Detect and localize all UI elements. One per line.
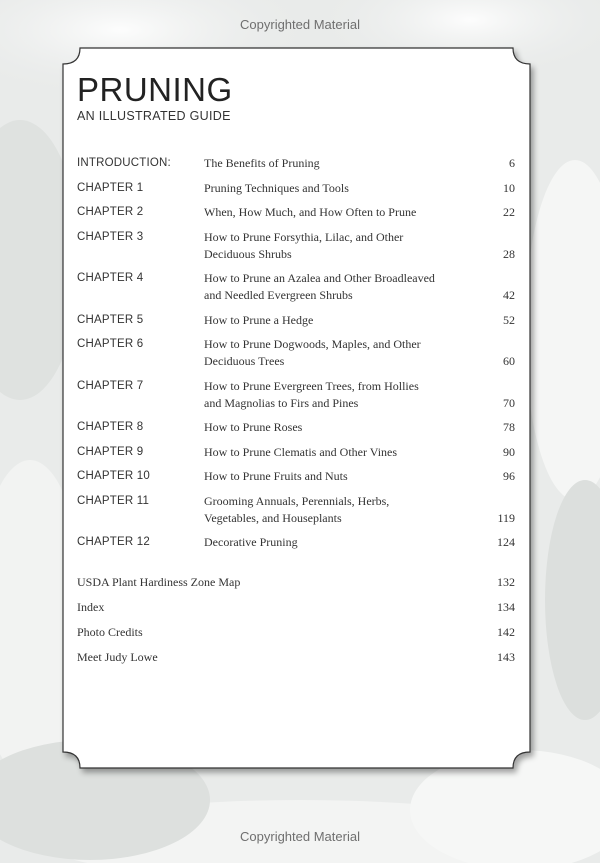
book-subtitle: AN ILLUSTRATED GUIDE xyxy=(77,109,231,123)
toc-page-number: 143 xyxy=(497,650,515,664)
toc-title: When, How Much, and How Often to Prune xyxy=(204,205,417,219)
toc-entry-chapter-3[interactable] xyxy=(77,229,517,263)
toc-title: Meet Judy Lowe xyxy=(77,650,158,664)
table-of-contents xyxy=(77,155,517,559)
toc-page-number: 124 xyxy=(497,535,515,549)
toc-entry-chapter-5[interactable] xyxy=(77,312,517,329)
toc-page-number: 132 xyxy=(497,575,515,589)
toc-entry-photo-credits[interactable] xyxy=(77,624,517,641)
toc-entry-chapter-1[interactable] xyxy=(77,180,517,197)
toc-label: INTRODUCTION: xyxy=(77,157,171,169)
toc-page-number: 142 xyxy=(497,625,515,639)
toc-title: Decorative Pruning xyxy=(204,535,298,549)
book-title: PRUNING xyxy=(77,71,233,108)
toc-page-number: 96 xyxy=(503,469,515,483)
toc-label: CHAPTER 1 xyxy=(77,181,144,194)
toc-label: CHAPTER 7 xyxy=(77,379,144,392)
toc-label: CHAPTER 5 xyxy=(77,313,144,326)
toc-entry-chapter-4[interactable] xyxy=(77,270,517,304)
toc-label: CHAPTER 9 xyxy=(77,445,144,458)
toc-label: CHAPTER 8 xyxy=(77,421,144,433)
toc-page-number: 119 xyxy=(497,510,515,525)
toc-title: How to Prune Forsythia, Lilac, and Other Deciduous Shrubs xyxy=(204,229,404,261)
toc-title: Grooming Annuals, Perennials, Herbs, Vegetables, and Houseplants xyxy=(204,493,390,525)
copyright-watermark-top: Copyrighted Material xyxy=(240,17,360,32)
toc-page-number: 6 xyxy=(509,156,515,170)
toc-page-number: 70 xyxy=(503,395,515,410)
toc-title: Pruning Techniques and Tools xyxy=(204,180,349,195)
toc-title: How to Prune Clematis and Other Vines xyxy=(204,444,398,459)
toc-entry-chapter-6[interactable] xyxy=(77,336,517,370)
back-matter-list xyxy=(77,574,517,674)
toc-title: How to Prune an Azalea and Other Broadleaved and Needled Evergreen Shrubs xyxy=(204,271,435,302)
toc-entry-chapter-12[interactable] xyxy=(77,534,517,551)
toc-label: CHAPTER 10 xyxy=(77,470,150,482)
toc-label: CHAPTER 12 xyxy=(77,536,150,548)
toc-label: CHAPTER 11 xyxy=(77,494,150,507)
toc-title: Index xyxy=(77,600,105,614)
toc-entry-chapter-9[interactable] xyxy=(77,444,517,461)
toc-entry-index[interactable] xyxy=(77,599,517,616)
toc-entry-chapter-2[interactable] xyxy=(77,204,517,221)
toc-entry-chapter-11[interactable] xyxy=(77,493,517,527)
toc-page-number: 22 xyxy=(503,205,515,219)
toc-page-number: 52 xyxy=(503,312,515,327)
toc-page-number: 134 xyxy=(497,600,515,614)
copyright-watermark-bottom: Copyrighted Material xyxy=(240,829,360,844)
toc-title: How to Prune a Hedge xyxy=(204,312,314,327)
toc-page-number: 60 xyxy=(503,354,515,368)
toc-entry-chapter-7[interactable] xyxy=(77,378,517,412)
toc-label: CHAPTER 4 xyxy=(77,272,144,284)
toc-title: How to Prune Dogwoods, Maples, and Other Deciduous Trees xyxy=(204,337,421,368)
toc-title: How to Prune Fruits and Nuts xyxy=(204,469,348,483)
toc-entry-introduction[interactable] xyxy=(77,155,517,172)
toc-title: How to Prune Evergreen Trees, from Hollies and Magnolias to Firs and Pines xyxy=(204,378,419,410)
toc-label: CHAPTER 2 xyxy=(77,206,144,218)
toc-title: How to Prune Roses xyxy=(204,420,303,434)
toc-label: CHAPTER 6 xyxy=(77,338,144,350)
toc-page-number: 10 xyxy=(503,180,515,195)
toc-page-number: 90 xyxy=(503,444,515,459)
toc-title: Photo Credits xyxy=(77,625,143,639)
toc-label: CHAPTER 3 xyxy=(77,230,144,243)
toc-entry-meet-author[interactable] xyxy=(77,649,517,666)
toc-entry-chapter-8[interactable] xyxy=(77,419,517,436)
toc-page-number: 42 xyxy=(503,288,515,302)
toc-page-number: 78 xyxy=(503,420,515,434)
toc-entry-zone-map[interactable] xyxy=(77,574,517,591)
toc-title: USDA Plant Hardiness Zone Map xyxy=(77,575,241,589)
toc-title: The Benefits of Pruning xyxy=(204,156,320,170)
toc-page-number: 28 xyxy=(503,246,515,261)
toc-entry-chapter-10[interactable] xyxy=(77,468,517,485)
